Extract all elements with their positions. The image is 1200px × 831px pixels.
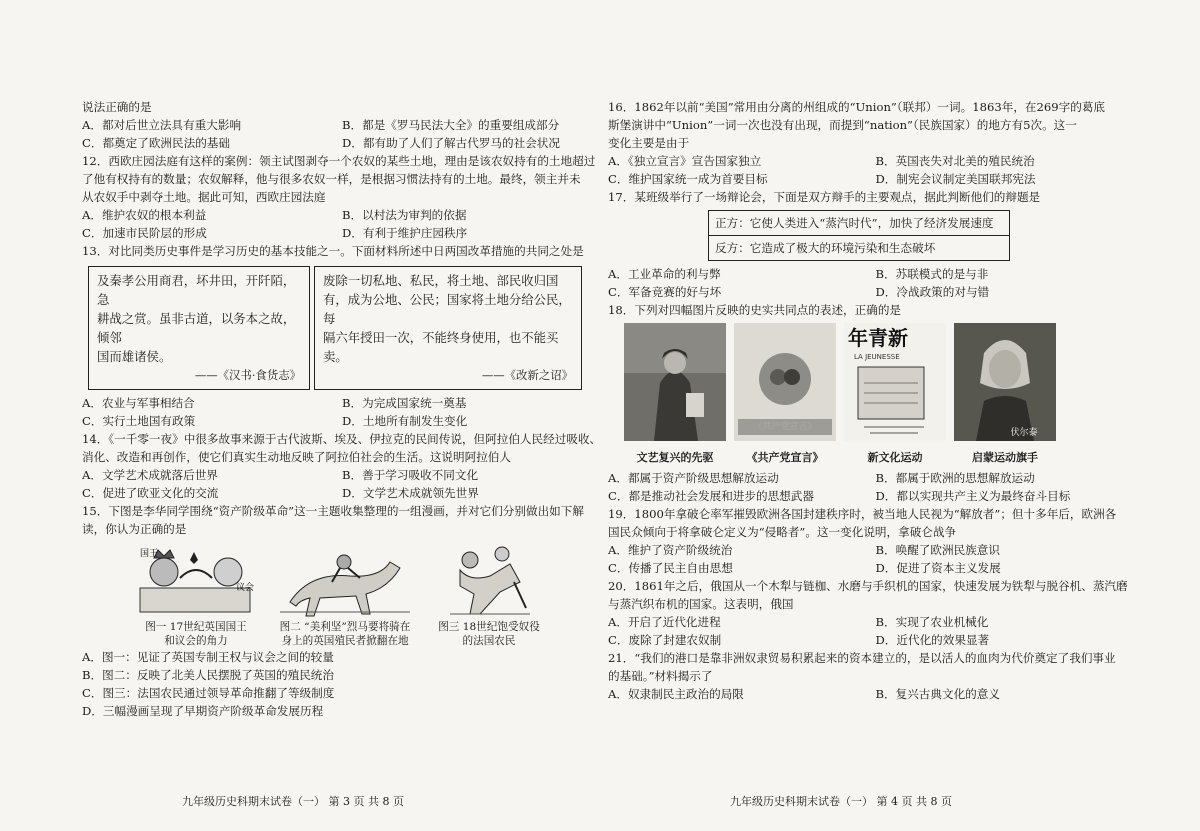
q16-options-row2 — [608, 170, 1143, 188]
q12-option-a[interactable]: A．维护农奴的根本利益 — [82, 208, 207, 222]
picture-voltaire — [954, 323, 1056, 467]
exam-page-3 — [82, 98, 602, 720]
horse-cartoon-image — [270, 542, 420, 620]
q13-option-d[interactable]: D．土地所有制发生变化 — [342, 414, 468, 428]
cartoon-caption — [270, 620, 420, 648]
q20-options-row1 — [608, 613, 1143, 631]
q20-option-b[interactable]: B．实现了农业机械化 — [875, 615, 989, 629]
q17-debate-box — [708, 210, 1010, 261]
new-youth-latin: LA JEUNESSE — [854, 353, 900, 361]
q21-option-b[interactable]: B．复兴古典文化的意义 — [875, 687, 1000, 701]
q11-options-row1 — [82, 116, 602, 134]
new-youth-cover-image — [844, 323, 946, 441]
q16-stem-line: 16．1862年以前“美国”常用由分离的州组成的“Union”（联邦）一词。1863年，在269字的葛底 — [608, 100, 1106, 114]
q12-stem-line: 了他有权持有的数量；农奴解释，他与很多农奴一样，是根据习惯法持有的土地。最终，领主并未 — [82, 172, 581, 186]
q16-stem-line: 变化主要是由于 — [608, 136, 690, 150]
q14-option-b[interactable]: B．善于学习吸收不同文化 — [342, 468, 479, 482]
q11-option-b[interactable]: B．都是《罗马民法大全》的重要组成部分 — [342, 118, 560, 132]
page-4-footer: 九年级历史科期末试卷（一） 第 4 页 共 8 页 — [730, 795, 952, 808]
q21-option-a[interactable]: A．奴隶制民主政治的局限 — [608, 687, 744, 701]
q11-stem-tail: 说法正确的是 — [82, 100, 152, 114]
q19-options-row1 — [608, 541, 1143, 559]
cartoon-caption — [430, 620, 548, 648]
q18-stem: 18．下列对四幅图片反映的史实共同点的表述，正确的是 — [608, 303, 902, 317]
picture-dante — [624, 323, 726, 467]
q20-option-a[interactable]: A．开启了近代化进程 — [608, 615, 721, 629]
q20-options-row2 — [608, 631, 1143, 649]
cartoon-king-vs-parliament — [132, 542, 260, 648]
q15-stem-line: 读，你认为正确的是 — [82, 522, 187, 536]
q14-option-c[interactable]: C．促进了欧亚文化的交流 — [82, 486, 219, 500]
q15-option-b[interactable]: B．图二：反映了北美人民摆脱了英国的殖民统治 — [82, 668, 334, 682]
q16-option-d[interactable]: D．制宪会议制定美国联邦宪法 — [875, 172, 1036, 186]
q21-stem-line: 的基础。”材料揭示了 — [608, 669, 713, 683]
cartoon-caption — [132, 620, 260, 648]
material-line: 及秦孝公用商君，坏井田，开阡陌，急 — [97, 273, 296, 307]
new-youth-title: 年青新 — [848, 326, 908, 350]
caption-new-culture: 新文化运动 — [867, 451, 923, 464]
q13-material-boxes — [88, 266, 602, 390]
material-line: 隔六年授田一次，不能终身使用，也不能买卖。 — [323, 330, 559, 364]
q12-options-row1 — [82, 206, 602, 224]
q14-option-a[interactable]: A．文学艺术成就落后世界 — [82, 468, 218, 482]
q17-option-c[interactable]: C．军备竞赛的好与坏 — [608, 285, 722, 299]
q16-option-c[interactable]: C．维护国家统一成为首要目标 — [608, 172, 768, 186]
q13-options-row2 — [82, 412, 602, 430]
material-line: 耕战之赏。虽非古道，以务本之故，倾邻 — [97, 311, 296, 345]
q21-options-row1 — [608, 685, 1143, 703]
q15-option-c[interactable]: C．图三：法国农民通过领导革命推翻了等级制度 — [82, 686, 335, 700]
q11-option-d[interactable]: D．都有助了人们了解古代罗马的社会状况 — [342, 136, 560, 150]
dante-portrait-image — [624, 323, 726, 441]
manifesto-cover-image — [734, 323, 836, 441]
q18-option-d[interactable]: D．都以实现共产主义为最终奋斗目标 — [875, 489, 1071, 503]
debate-affirmative: 正方：它使人类进入“蒸汽时代”，加快了经济发展速度 — [715, 216, 994, 230]
q13-material-hanshu — [88, 266, 310, 390]
q11-options-row2 — [82, 134, 602, 152]
q17-option-a[interactable]: A．工业革命的利与弊 — [608, 267, 721, 281]
caption-line: 的法国农民 — [462, 635, 516, 647]
q14-options-row1 — [82, 466, 602, 484]
q12-stem-line: 从农奴手中剥夺土地。据此可知，西欧庄园法庭 — [82, 190, 326, 204]
q17-options-row2 — [608, 283, 1143, 301]
q13-option-a[interactable]: A．农业与军事相结合 — [82, 396, 195, 410]
q17-stem: 17．某班级举行了一场辩论会，下面是双方辩手的主要观点，据此判断他们的辩题是 — [608, 190, 1041, 204]
material-source: ——《汉书·食货志》 — [194, 368, 301, 382]
voltaire-label: 伏尔泰 — [1010, 428, 1038, 438]
q17-option-d[interactable]: D．冷战政策的对与错 — [875, 285, 990, 299]
material-line: 废除一切私地、私民，将土地、部民收归国 — [323, 273, 559, 288]
q11-option-c[interactable]: C．都奠定了欧洲民法的基础 — [82, 136, 230, 150]
q16-stem-line: 斯堡演讲中“Union”一词一次也没有出现，而提到“nation”（民族国家）的地方有5次。这一 — [608, 118, 1077, 132]
exam-page-4 — [608, 98, 1143, 703]
material-line: 有，成为公地、公民；国家将土地分给公民，每 — [323, 292, 571, 326]
page-3-footer: 九年级历史科期末试卷（一） 第 3 页 共 8 页 — [182, 795, 404, 808]
q19-option-a[interactable]: A．维护了资产阶级统治 — [608, 543, 733, 557]
q17-options-row1 — [608, 265, 1143, 283]
q15-option-a[interactable]: A．图一：见证了英国专制王权与议会之间的较量 — [82, 650, 334, 664]
q20-stem-line: 与蒸汽织布机的国家。这表明，俄国 — [608, 597, 794, 611]
q19-stem-line: 国民众倾向于将拿破仑定义为“侵略者”。这一变化说明，拿破仑战争 — [608, 525, 957, 539]
picture-new-youth — [844, 323, 946, 467]
q14-stem-line: 14．《一千零一夜》中很多故事来源于古代波斯、埃及、伊拉克的民间传说，但阿拉伯人民经过吸收、 — [82, 432, 602, 446]
material-line: 国而雄诸侯。 — [97, 349, 172, 364]
king-parliament-cartoon-image — [132, 542, 260, 620]
caption-line: 图二 “美利坚”烈马要将骑在 — [279, 621, 411, 633]
q19-stem-line: 19．1800年拿破仑率军摧毁欧洲各国封建秩序时，被当地人民视为“解放者”；但十多年后，欧洲各 — [608, 507, 1117, 521]
q13-options-row1 — [82, 394, 602, 412]
cartoon-label-parliament: 议会 — [236, 583, 255, 593]
caption-renaissance: 文艺复兴的先驱 — [636, 451, 714, 464]
q19-option-c[interactable]: C．传播了民主自由思想 — [608, 561, 733, 575]
q18-options-row2 — [608, 487, 1143, 505]
q13-material-taika — [314, 266, 582, 390]
q19-option-b[interactable]: B．唤醒了欧洲民族意识 — [875, 543, 1000, 557]
q13-option-b[interactable]: B．为完成国家统一奠基 — [342, 396, 467, 410]
material-source: ——《改新之诏》 — [481, 368, 573, 382]
caption-line: 图一 17世纪英国国王 — [145, 621, 247, 633]
q20-option-d[interactable]: D．近代化的效果显著 — [875, 633, 990, 647]
q19-options-row2 — [608, 559, 1143, 577]
q18-option-c[interactable]: C．都是推动社会发展和进步的思想武器 — [608, 489, 814, 503]
q12-option-b[interactable]: B．以村法为审判的依据 — [342, 208, 467, 222]
peasant-cartoon-image — [430, 542, 548, 620]
q16-options-row1 — [608, 152, 1143, 170]
cartoon-horse-america — [270, 542, 420, 648]
q18-option-a[interactable]: A．都属于资产阶级思想解放运动 — [608, 471, 779, 485]
q14-stem-line: 消化、改造和再创作，使它们真实生动地反映了阿拉伯社会的生活。这说明阿拉伯人 — [82, 450, 511, 464]
q13-option-c[interactable]: C．实行土地国有政策 — [82, 414, 196, 428]
cartoon-label-king: 国王 — [140, 549, 159, 559]
q18-option-b[interactable]: B．都属于欧洲的思想解放运动 — [875, 471, 1035, 485]
q12-options-row2 — [82, 224, 602, 242]
q12-option-d[interactable]: D．有利于维护庄园秩序 — [342, 226, 468, 240]
caption-enlightenment: 启蒙运动旗手 — [972, 451, 1038, 464]
picture-communist-manifesto — [734, 323, 836, 467]
debate-negative: 反方：它造成了极大的环境污染和生态破坏 — [709, 235, 1009, 260]
q15-cartoons — [132, 542, 602, 648]
q18-options-row1 — [608, 469, 1143, 487]
q16-option-a[interactable]: A．《独立宣言》宣告国家独立 — [608, 154, 762, 168]
caption-manifesto: 《共产党宣言》 — [746, 451, 824, 464]
q18-pictures — [624, 323, 1143, 467]
caption-line: 和议会的角力 — [164, 635, 228, 647]
q17-option-b[interactable]: B．苏联模式的是与非 — [875, 267, 989, 281]
caption-line: 图三 18世纪饱受奴役 — [438, 621, 540, 633]
q12-stem-line: 12．西欧庄园法庭有这样的案例：领主试图剥夺一个农奴的某些土地，理由是该农奴持有的土地超过 — [82, 154, 596, 168]
q15-stem-line: 15．下图是李华同学围绕“资产阶级革命”这一主题收集整理的一组漫画，并对它们分别做出如下解 — [82, 504, 584, 518]
q20-option-c[interactable]: C．废除了封建农奴制 — [608, 633, 722, 647]
q20-stem-line: 20．1861年之后，俄国从一个木犁与链枷、水磨与手织机的国家，快速发展为铁犁与脱谷机、蒸汽磨 — [608, 579, 1128, 593]
q11-option-a[interactable]: A．都对后世立法具有重大影响 — [82, 118, 242, 132]
q14-option-d[interactable]: D．文学艺术成就领先世界 — [342, 486, 479, 500]
q16-option-b[interactable]: B．英国丧失对北美的殖民统治 — [875, 154, 1035, 168]
voltaire-portrait-image — [954, 323, 1056, 441]
q13-stem: 13．对比同类历史事件是学习历史的基本技能之一。下面材料所述中日两国改革措施的共同之处是 — [82, 244, 584, 258]
q12-option-c[interactable]: C．加速市民阶层的形成 — [82, 226, 207, 240]
q19-option-d[interactable]: D．促进了资本主义发展 — [875, 561, 1001, 575]
caption-line: 身上的英国殖民者掀翻在地 — [281, 635, 409, 647]
q21-stem-line: 21．“我们的港口是靠非洲奴隶贸易积累起来的资本建立的，是以活人的血肉为代价奠定了我们事业 — [608, 651, 1116, 665]
cartoon-french-peasant — [430, 542, 548, 648]
q15-option-d[interactable]: D．三幅漫画呈现了早期资产阶级革命发展历程 — [82, 704, 324, 718]
q14-options-row2 — [82, 484, 602, 502]
